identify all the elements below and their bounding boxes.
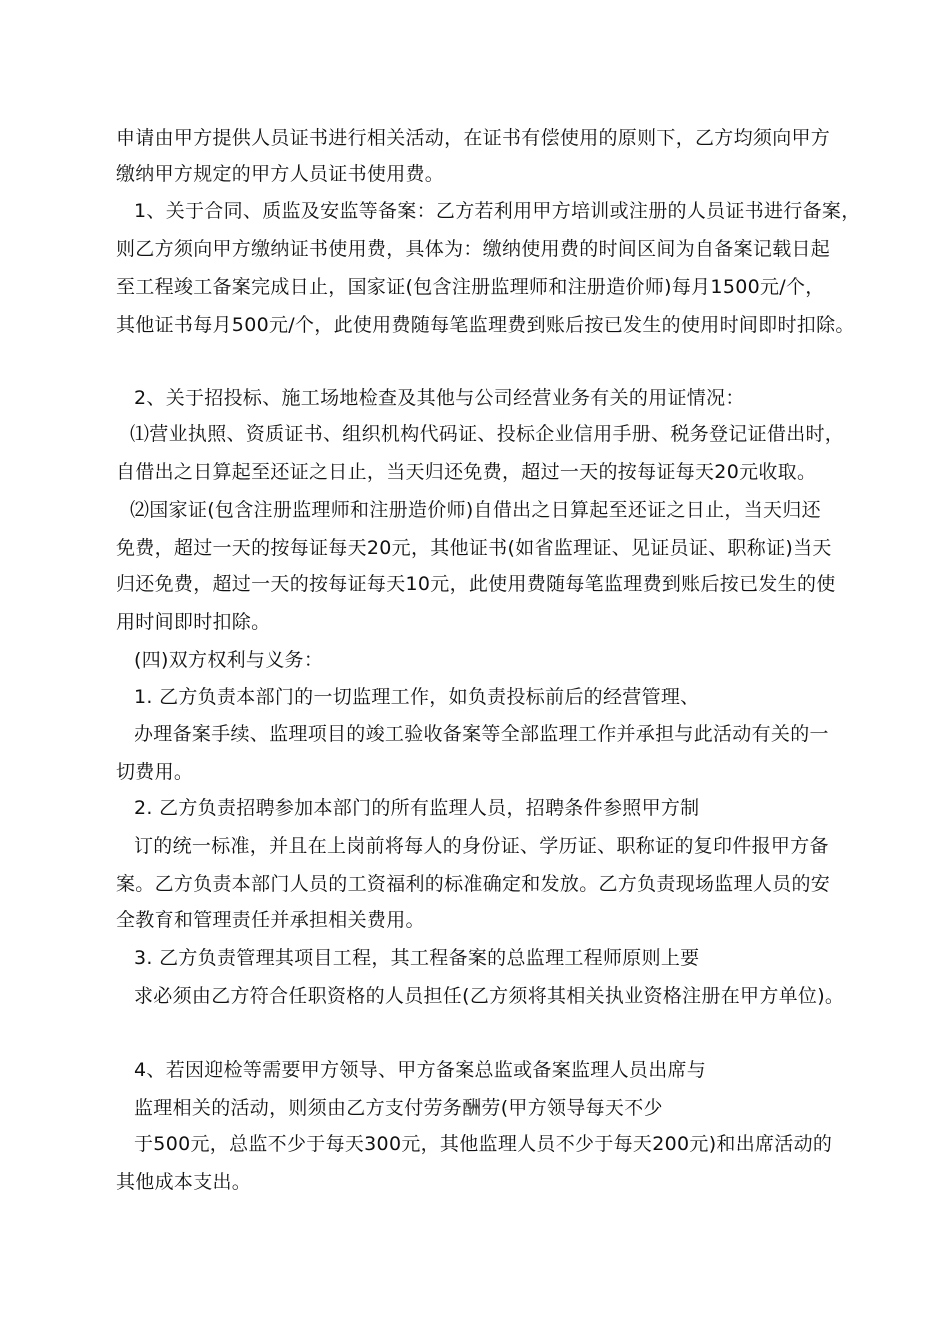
text-line: ⑵国家证(包含注册监理师和注册造价师)自借出之日算起至还证之日止，当天归还 xyxy=(130,499,821,521)
text-line: 1. 乙方负责本部门的一切监理工作，如负责投标前后的经营管理、 xyxy=(134,686,700,708)
text-line: 免费，超过一天的按每证每天20元，其他证书(如省监理证、见证员证、职称证)当天 xyxy=(116,537,832,559)
text-line: 3. 乙方负责管理其项目工程，其工程备案的总监理工程师原则上要 xyxy=(134,947,700,969)
text-line: 订的统一标准，并且在上岗前将每人的身份证、学历证、职称证的复印件报甲方备 xyxy=(134,835,829,857)
text-line: 4、若因迎检等需要甲方领导、甲方备案总监或备案监理人员出席与 xyxy=(134,1059,707,1081)
text-line: 切费用。 xyxy=(116,761,194,783)
text-line: 案。乙方负责本部门人员的工资福利的标准确定和发放。乙方负责现场监理人员的安 xyxy=(116,873,831,895)
text-line: 至工程竣工备案完成日止，国家证(包含注册监理师和注册造价师)每月1500元/个， xyxy=(116,276,825,298)
text-line: 全教育和管理责任并承担相关费用。 xyxy=(116,909,425,931)
text-line: 办理备案手续、监理项目的竣工验收备案等全部监理工作并承担与此活动有关的一 xyxy=(134,723,829,745)
text-line: 自借出之日算起至还证之日止，当天归还免费，超过一天的按每证每天20元收取。 xyxy=(116,461,817,483)
text-line: 其他成本支出。 xyxy=(116,1171,252,1193)
text-line: 2. 乙方负责招聘参加本部门的所有监理人员，招聘条件参照甲方制 xyxy=(134,797,700,819)
text-line: ⑴营业执照、资质证书、组织机构代码证、投标企业信用手册、税务登记证借出时， xyxy=(130,423,845,445)
text-line: 申请由甲方提供人员证书进行相关活动，在证书有偿使用的原则下，乙方均须向甲方 xyxy=(116,127,831,149)
section-heading: (四)双方权利与义务： xyxy=(134,649,324,671)
text-line: 用时间即时扣除。 xyxy=(116,611,271,633)
text-line: 缴纳甲方规定的甲方人员证书使用费。 xyxy=(116,163,445,185)
text-line: 归还免费，超过一天的按每证每天10元，此使用费随每笔监理费到账后按已发生的使 xyxy=(116,573,836,595)
text-line: 1、关于合同、质监及安监等备案：乙方若利用甲方培训或注册的人员证书进行备案， xyxy=(134,200,861,222)
text-line: 监理相关的活动，则须由乙方支付劳务酬劳(甲方领导每天不少 xyxy=(134,1097,663,1119)
text-line: 求必须由乙方符合任职资格的人员担任(乙方须将其相关执业资格注册在甲方单位)。 xyxy=(134,985,845,1007)
text-line: 2、关于招投标、施工场地检查及其他与公司经营业务有关的用证情况： xyxy=(134,387,745,409)
text-line: 其他证书每月500元/个，此使用费随每笔监理费到账后按已发生的使用时间即时扣除。 xyxy=(116,314,855,336)
text-line: 于500元，总监不少于每天300元，其他监理人员不少于每天200元)和出席活动的 xyxy=(134,1133,833,1155)
text-line: 则乙方须向甲方缴纳证书使用费，具体为：缴纳使用费的时间区间为自备案记载日起 xyxy=(116,238,831,260)
